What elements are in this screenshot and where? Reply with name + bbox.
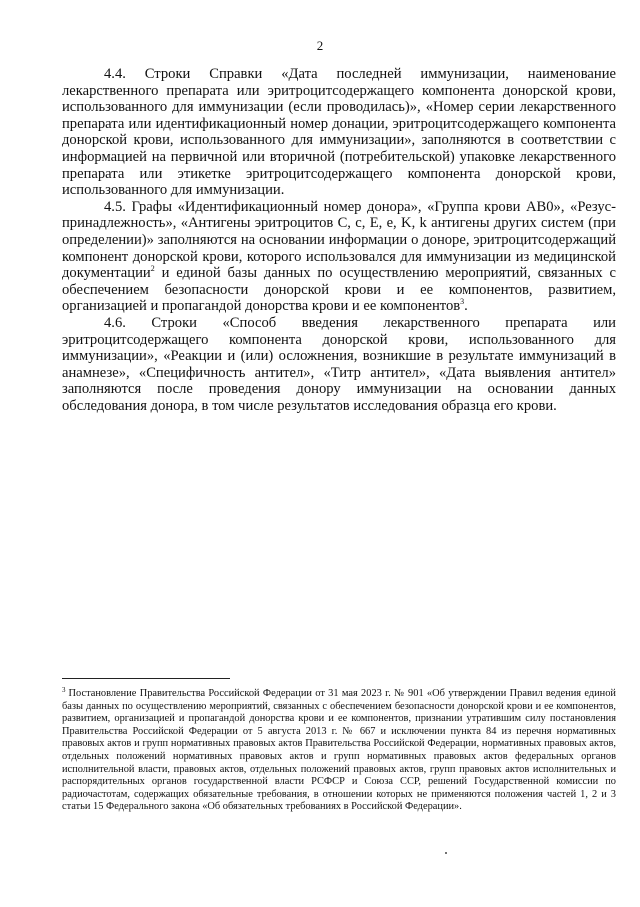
footnote-ref-3: 3 bbox=[460, 297, 465, 307]
paragraph-4-4-text: 4.4. Строки Справки «Дата последней иммунизации, наименование лекарственного препарата или эритроцитсодержащего компонента донорской крови, использованного для иммунизации (если проводилась)», «Номер серии лекарственного препарата или идентификационный номер донации, эритроцитсодержащего компонента донорской крови, использованного для иммунизации», заполняются в соответствии с информацией на первичной или вторичной (потребительской) упаковке лекарственного препарата или этикетке эритроцитсодержащего компонента донорской крови, использованного для иммунизации. bbox=[62, 66, 616, 199]
paragraph-4-5-text-continued: и единой базы данных по осуществлению мероприятий, связанных с обеспечением безопасности донорской крови и ее компонентов, развитием, организацией и пропагандой донорства крови и ее компонентов bbox=[62, 265, 616, 315]
main-text bbox=[62, 66, 616, 414]
scan-speck bbox=[445, 852, 447, 854]
footnote-marker: 3 bbox=[62, 685, 66, 694]
footnote-3 bbox=[62, 685, 616, 814]
paragraph-4-6-text: 4.6. Строки «Способ введения лекарственного препарата или эритроцитсодержащего компонента донорской крови, использованного для иммунизации», «Реакции и (или) осложнения, возникшие в результате иммунизаций в анамнезе», «Специфичность антител», «Титр антител», «Дата выявления антител» заполняются после проведения донору иммунизации на основании данных обследования донора, в том числе результатов исследования образца его крови. bbox=[62, 314, 616, 414]
paragraph-4-4 bbox=[62, 66, 616, 199]
paragraph-4-5-end: . bbox=[464, 298, 468, 315]
footnote-separator bbox=[62, 678, 230, 679]
footnote-ref-2: 2 bbox=[150, 264, 155, 274]
page-number: 2 bbox=[316, 38, 324, 53]
paragraph-4-6 bbox=[62, 315, 616, 415]
footnote-text: Постановление Правительства Российской Федерации от 31 мая 2023 г. № 901 «Об утверждении Правил ведения единой базы данных по осуществлению мероприятий, связанных с обеспечением безопасности донорской крови и ее компонентов, развитием, организацией и пропагандой донорства крови и ее компонентов, признании утратившим силу постановления Правительства Российской Федерации от 5 августа 2013 г. № 667 и исключении пункта 84 из перечня нормативных правовых актов и групп нормативных правовых актов Правительства Российской Федерации, нормативных правовых актов, отдельных положений нормативных правовых актов и групп нормативных правовых актов федеральных органов исполнительной власти, правовых актов, отдельных положений правовых актов, групп правовых актов исполнительных и распорядительных органов государственной власти РСФСР и Союза ССР, решений Государственной комиссии по радиочастотам, содержащих обязательные требования, в отношении которых не применяются положения частей 1, 2 и 3 статьи 15 Федерального закона «Об обязательных требованиях в Российской Федерации». bbox=[62, 688, 616, 813]
paragraph-4-5-text: 4.5. Графы «Идентификационный номер донора», «Группа крови АВ0», «Резус-принадлежность», «Антигены эритроцитов C, c, E, e, K, k антигены других систем (при определении)» заполняются на основании информации о доноре, эритроцитсодержащий компонент донорской крови, которого использовался для иммунизации из медицинской документации bbox=[62, 198, 616, 282]
paragraph-4-5 bbox=[62, 199, 616, 315]
